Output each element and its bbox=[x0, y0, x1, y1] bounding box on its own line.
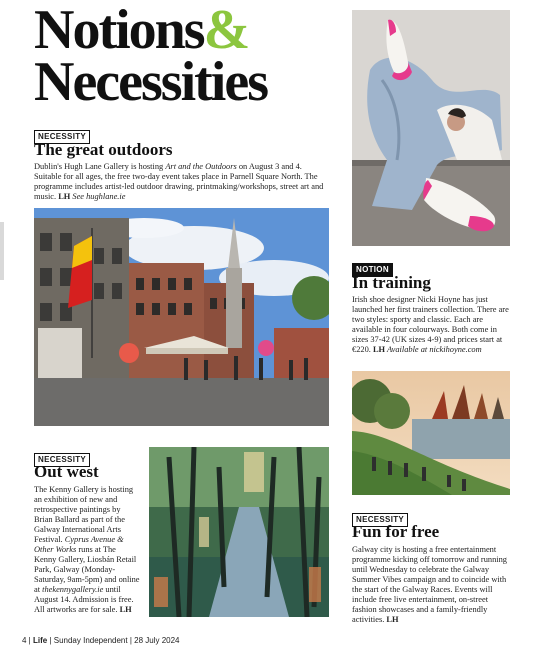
galway-boats-image bbox=[352, 371, 510, 495]
outdoors-body bbox=[34, 162, 324, 202]
west-body bbox=[34, 485, 140, 615]
street-scene-image bbox=[34, 208, 329, 426]
footer-page-number: 4 bbox=[22, 636, 27, 645]
painting-image bbox=[149, 447, 329, 617]
fun-title: Fun for free bbox=[352, 522, 440, 541]
page-masthead bbox=[34, 0, 344, 113]
outdoors-see-link: See hughlane.ie bbox=[70, 192, 126, 201]
page-edge-mark bbox=[0, 222, 4, 280]
painting-photo bbox=[149, 447, 329, 617]
training-avail-link: Available at nickihoyne.com bbox=[385, 345, 482, 354]
trainers-photo-image bbox=[352, 10, 510, 246]
masthead-ampersand: & bbox=[203, 0, 249, 61]
training-body bbox=[352, 295, 510, 355]
fun-body-text: Galway city is hosting a free entertainment programme kicking off tomorrow and running until Wednesday to celebrate the Galway Summer Vibes campaign and to coincide with the start of the Galway Races. Events will include free live entertainment, on-street fashion showcases and a family-friendly activities. bbox=[352, 545, 507, 624]
west-title: Out west bbox=[34, 462, 99, 481]
masthead-notions: Notions bbox=[34, 0, 204, 61]
west-credit: LH bbox=[119, 605, 132, 614]
training-credit: LH bbox=[372, 345, 386, 354]
footer-paper: Sunday Independent bbox=[53, 636, 128, 645]
west-body-text: The Kenny Gallery is hosting an exhibition of new and retrospective paintings by Brian Ballard as part of the Galway International Arts Festival. bbox=[34, 485, 134, 544]
footer-section: Life bbox=[32, 636, 48, 645]
street-scene-photo bbox=[34, 208, 329, 426]
outdoors-credit: LH bbox=[58, 192, 71, 201]
notion-tag-label: NOTION bbox=[352, 263, 393, 277]
trainers-photo bbox=[352, 10, 510, 246]
masthead-necessities: Necessities bbox=[34, 51, 268, 113]
necessity-tag-label: NECESSITY bbox=[352, 513, 408, 527]
necessity-tag-label: NECESSITY bbox=[34, 130, 90, 144]
outdoors-title: The great outdoors bbox=[34, 140, 173, 159]
fun-body bbox=[352, 545, 512, 625]
training-body-text: Irish shoe designer Nicki Hoyne has just launched her first trainers collection. There are two styles: sporty and classic. Each are available in four colourways. Both come in sizes 37-42 (UK sizes 4-9) and prices start at €220. bbox=[352, 295, 509, 354]
galway-boats-photo bbox=[352, 371, 510, 495]
page-footer: 4 | Life | Sunday Independent | 28 July 2024 bbox=[22, 636, 180, 645]
outdoors-event-name: Art and the Outdoors bbox=[165, 162, 237, 171]
outdoors-body-text-2: on August 3 and 4. Suitable for all ages, the free two-day event takes place in Parnell Square North. The programme includes artist-led outdoor drawing, printmaking/workshops, street art and music. bbox=[34, 162, 324, 201]
outdoors-body-text: Dublin's Hugh Lane Gallery is hosting bbox=[34, 162, 166, 171]
west-work-title: Cyprus Avenue & Other Works bbox=[34, 535, 124, 554]
necessity-tag-label: NECESSITY bbox=[34, 453, 90, 467]
training-title: In training bbox=[352, 273, 431, 292]
footer-date: 28 July 2024 bbox=[134, 636, 180, 645]
fun-credit: LH bbox=[386, 615, 399, 624]
west-site-link: thekennygallery.ie bbox=[42, 585, 104, 594]
west-body-text-3: until August 14. Admission is free. All artworks are for sale. bbox=[34, 585, 134, 614]
west-body-text-2: runs at The Kenny Gallery, Liosbán Retail Park, Galway (Monday-Saturday, 9am-5pm) and online at bbox=[34, 545, 140, 594]
